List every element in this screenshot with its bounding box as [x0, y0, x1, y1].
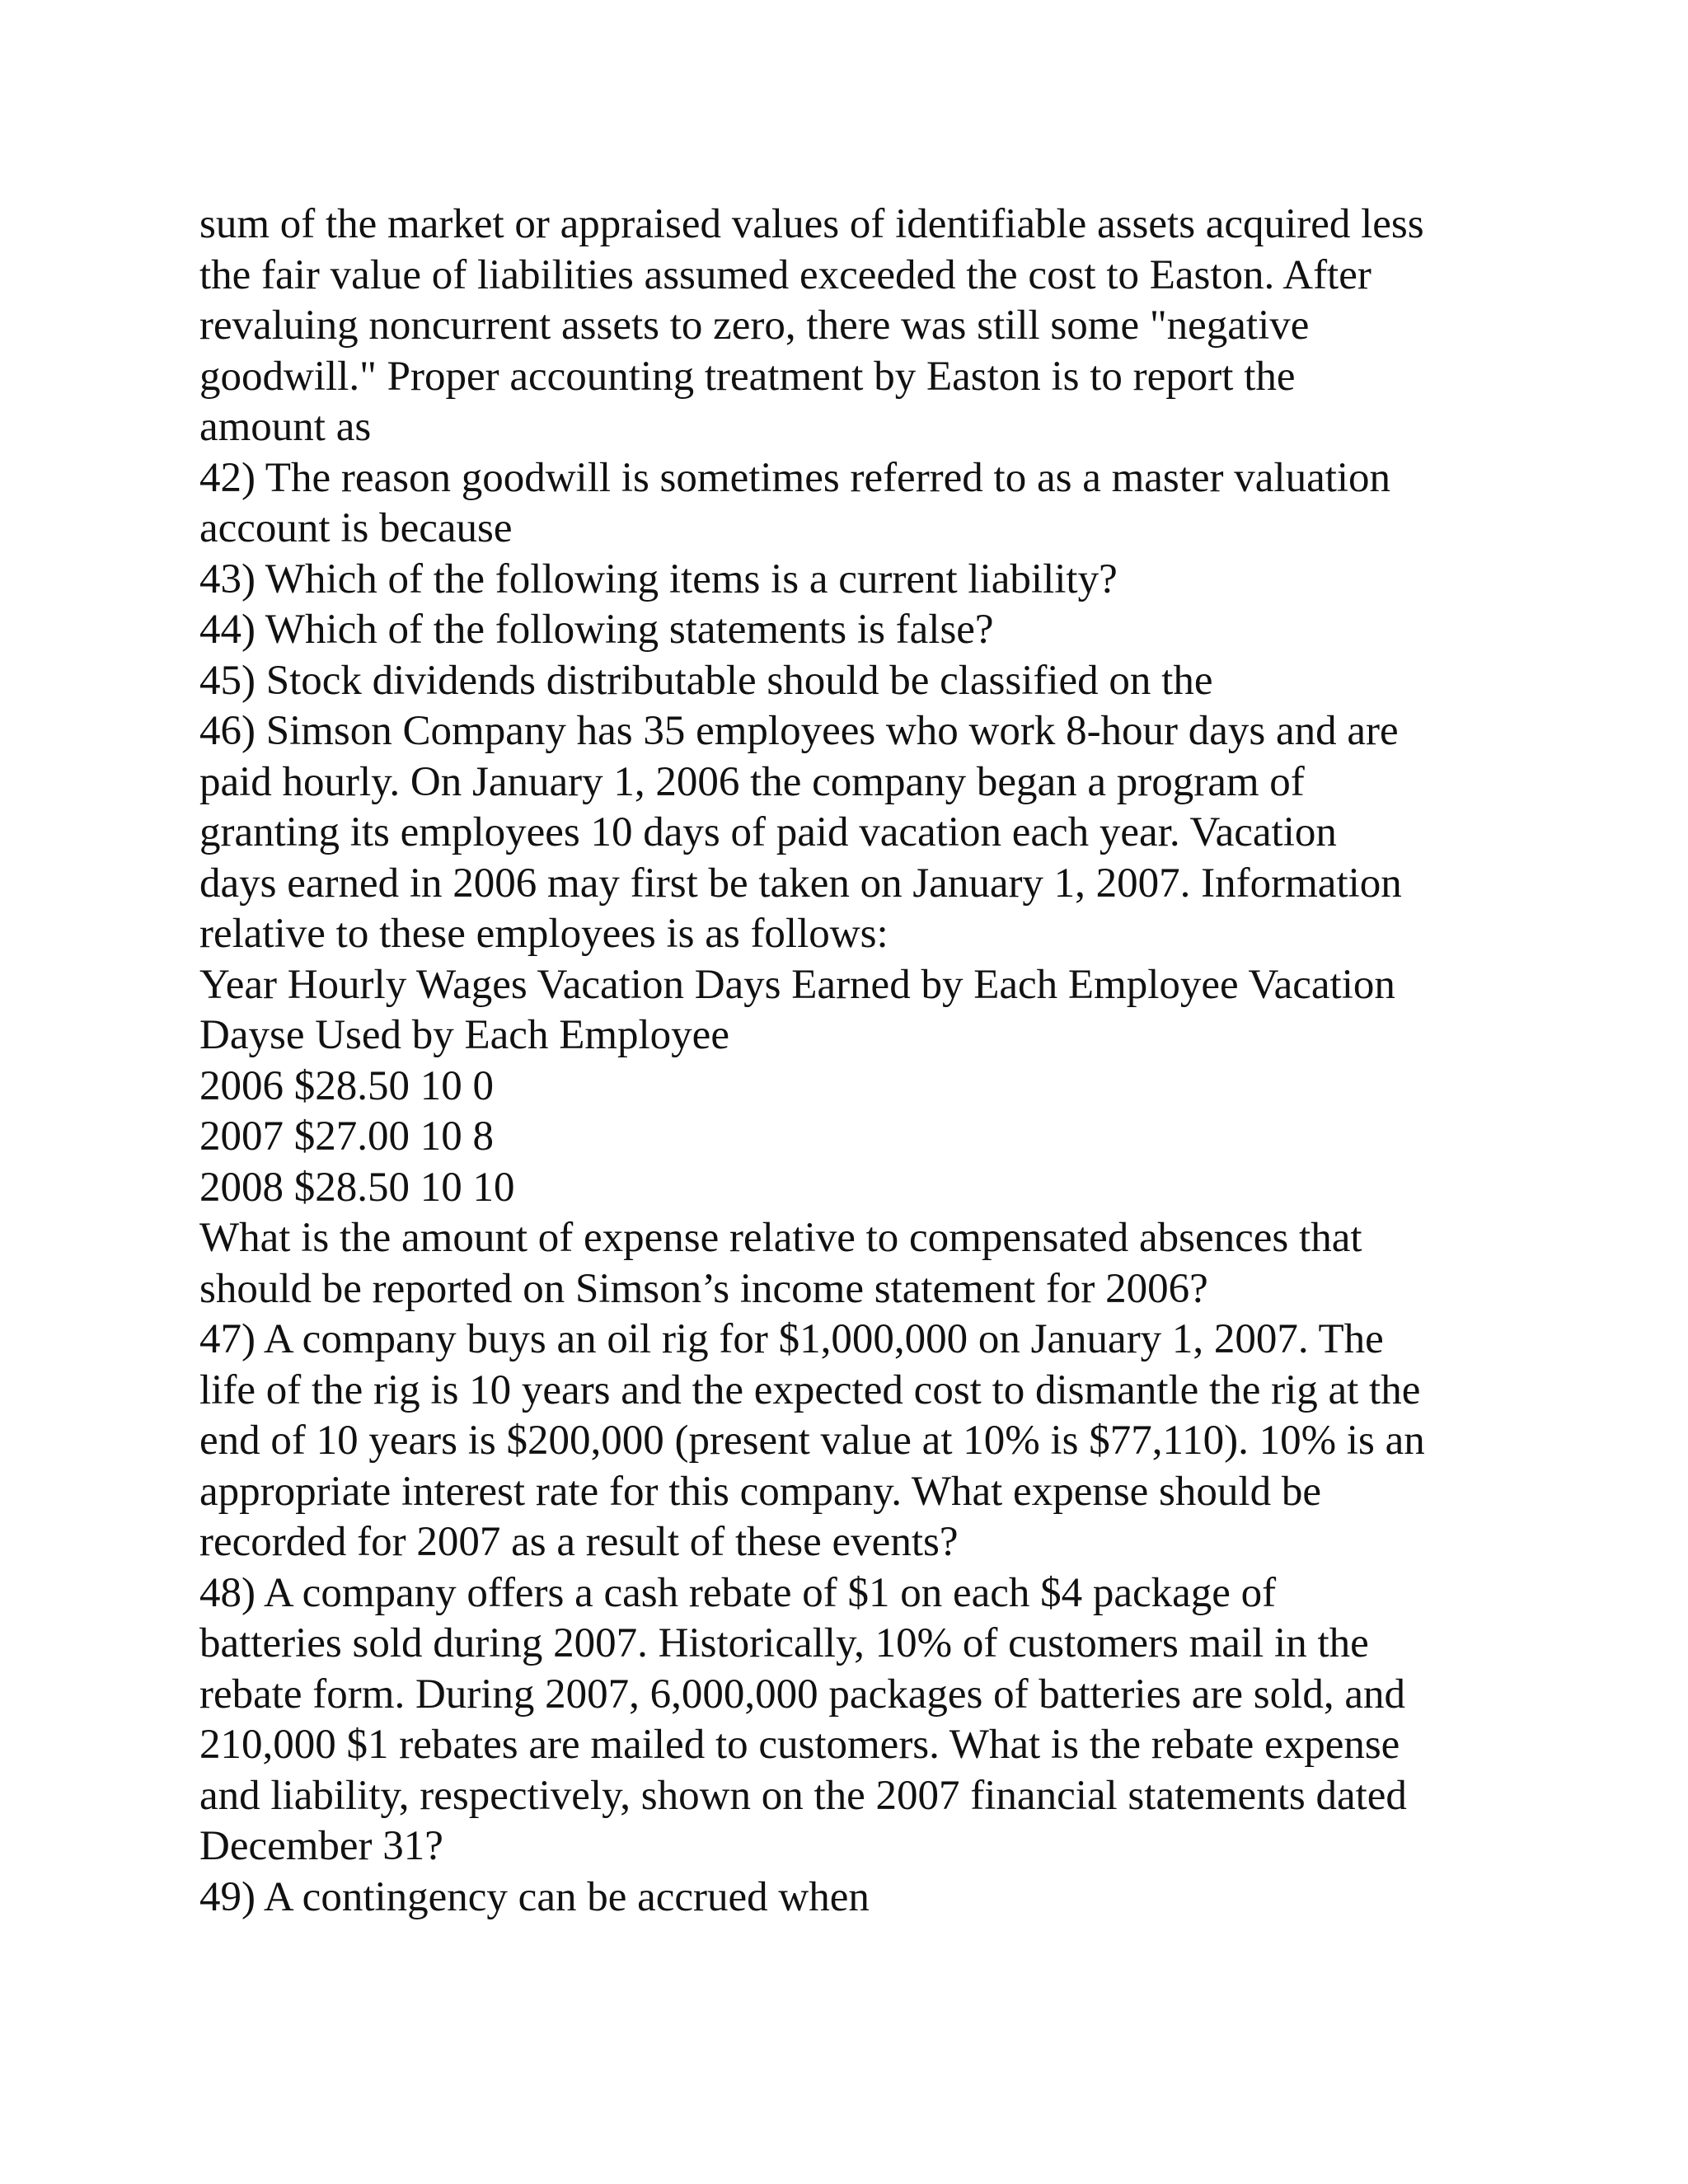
text-line: should be reported on Simson’s income statement for 2006? — [199, 1265, 1208, 1312]
text-line: the fair value of liabilities assumed exceeded the cost to Easton. After — [199, 251, 1372, 298]
text-line: goodwill." Proper accounting treatment by Easton is to report the — [199, 353, 1296, 400]
text-line: revaluing noncurrent assets to zero, there was still some "negative — [199, 302, 1310, 349]
text-line: sum of the market or appraised values of identifiable assets acquired less — [199, 201, 1424, 247]
table-row-line: 2006 $28.50 10 0 — [199, 1062, 494, 1109]
question-43-line: 43) Which of the following items is a current liability? — [199, 555, 1118, 602]
table-row-line: 2007 $27.00 10 8 — [199, 1113, 494, 1160]
text-line: end of 10 years is $200,000 (present value at 10% is $77,110). 10% is an — [199, 1418, 1425, 1464]
text-line: and liability, respectively, shown on the 2007 financial statements dated — [199, 1772, 1407, 1819]
question-44-line: 44) Which of the following statements is false? — [199, 607, 994, 653]
question-47-line: 47) A company buys an oil rig for $1,000,000 on January 1, 2007. The — [199, 1316, 1384, 1362]
table-header-line: Year Hourly Wages Vacation Days Earned by Each Employee Vacation — [199, 961, 1395, 1008]
text-line: batteries sold during 2007. Historically, 10% of customers mail in the — [199, 1620, 1369, 1666]
question-42-line: 42) The reason goodwill is sometimes referred to as a master valuation — [199, 454, 1391, 501]
text-line: What is the amount of expense relative to compensated absences that — [199, 1215, 1362, 1261]
text-line: amount as — [199, 404, 372, 450]
text-line: December 31? — [199, 1823, 443, 1869]
question-49-line: 49) A contingency can be accrued when — [199, 1873, 870, 1920]
question-45-line: 45) Stock dividends distributable should be classified on the — [199, 657, 1213, 704]
text-line: relative to these employees is as follows: — [199, 911, 889, 957]
document-body-text — [199, 199, 1518, 1923]
text-line: account is because — [199, 505, 513, 551]
text-line: life of the rig is 10 years and the expected cost to dismantle the rig at the — [199, 1366, 1421, 1413]
table-header-line: Dayse Used by Each Employee — [199, 1012, 729, 1058]
text-line: days earned in 2006 may first be taken on January 1, 2007. Information — [199, 860, 1402, 907]
text-line: recorded for 2007 as a result of these events? — [199, 1519, 959, 1565]
text-line: 210,000 $1 rebates are mailed to customers. What is the rebate expense — [199, 1722, 1400, 1768]
text-line: rebate form. During 2007, 6,000,000 packages of batteries are sold, and — [199, 1671, 1405, 1718]
question-48-line: 48) A company offers a cash rebate of $1 on each $4 package of — [199, 1569, 1277, 1616]
text-line: paid hourly. On January 1, 2006 the company began a program of — [199, 758, 1305, 805]
text-line: granting its employees 10 days of paid vacation each year. Vacation — [199, 809, 1337, 855]
text-line: appropriate interest rate for this company. What expense should be — [199, 1468, 1321, 1515]
question-46-line: 46) Simson Company has 35 employees who work 8-hour days and are — [199, 708, 1399, 754]
table-row-line: 2008 $28.50 10 10 — [199, 1164, 515, 1211]
